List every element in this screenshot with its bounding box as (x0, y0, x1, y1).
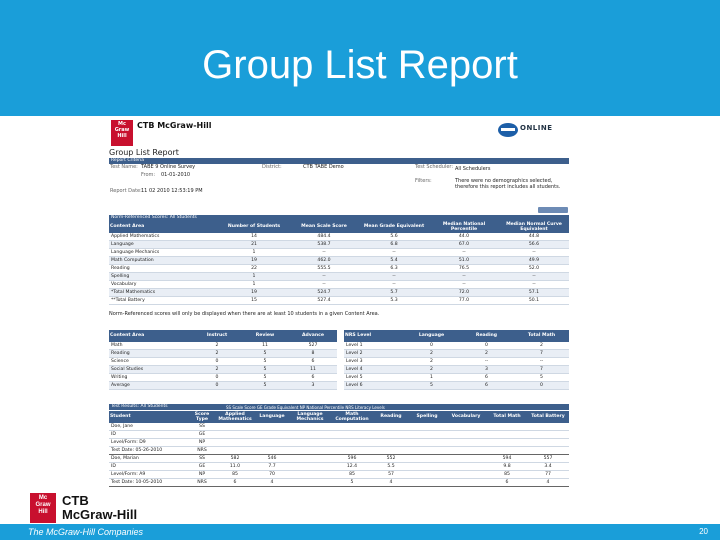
res-cell (289, 463, 331, 471)
res-cell: 85 (487, 471, 527, 479)
norm-cell: 21 (219, 241, 289, 249)
rec-cell: 0 (193, 358, 241, 366)
rec-cell: 5 (241, 358, 289, 366)
online-label: ONLINE (520, 124, 553, 132)
res-cell (331, 423, 373, 431)
norm-cell: 50.1 (499, 297, 569, 305)
nrs-cell: Level 4 (344, 366, 404, 374)
nrs-cell: 3 (459, 366, 514, 374)
res-cell (255, 447, 289, 455)
norm-scores-table (109, 221, 569, 305)
res-cell (409, 471, 445, 479)
norm-cell: -- (499, 281, 569, 289)
rec-cell: 2 (193, 350, 241, 358)
norm-cell: -- (429, 281, 499, 289)
footer-company: The McGraw-Hill Companies (28, 527, 144, 537)
nrs-table-row (344, 382, 569, 390)
res-cell: 85 (331, 471, 373, 479)
title-banner (0, 0, 720, 116)
nrs-table-row (344, 350, 569, 358)
res-cell (373, 423, 409, 431)
norm-column-header: Content Area (109, 221, 219, 233)
norm-table-row (109, 281, 569, 289)
nrs-cell: 5 (514, 374, 569, 382)
report-date-value: 11 02 2010 12:53:19 PM (141, 188, 203, 194)
res-cell: ID (109, 463, 189, 471)
from-value: 01-01-2010 (161, 172, 191, 178)
res-cell: 557 (527, 455, 569, 463)
nrs-cell: Level 6 (344, 382, 404, 390)
res-cell (289, 431, 331, 439)
res-cell (527, 431, 569, 439)
norm-cell: -- (499, 249, 569, 257)
res-column-header: Total Math (487, 411, 527, 423)
res-column-header: Applied Mathematics (215, 411, 255, 423)
rec-cell: 6 (289, 374, 337, 382)
res-cell (527, 447, 569, 455)
res-cell (331, 431, 373, 439)
res-cell (445, 463, 487, 471)
test-name-label: Test Name: (110, 164, 138, 170)
rec-cell: Science (109, 358, 193, 366)
res-column-header: Reading (373, 411, 409, 423)
norm-cell: 57.1 (499, 289, 569, 297)
online-globe-icon (498, 123, 518, 137)
nrs-cell: 1 (404, 374, 459, 382)
brand-line-1: CTB (62, 493, 89, 508)
res-cell: SS (189, 423, 215, 431)
res-cell (445, 447, 487, 455)
res-column-header: Math Computation (331, 411, 373, 423)
rec-column-header: Advance (289, 330, 337, 342)
norm-cell: 524.7 (289, 289, 359, 297)
norm-column-header: Mean Grade Equivalent (359, 221, 429, 233)
res-cell: Doe, Marian (109, 455, 189, 463)
rec-cell: Average (109, 382, 193, 390)
res-cell: GE (189, 431, 215, 439)
slide-title: Group List Report (202, 43, 518, 87)
res-cell: ID (109, 431, 189, 439)
res-cell: Doe, Jane (109, 423, 189, 431)
nrs-table-row (344, 342, 569, 350)
res-cell: 3.4 (527, 463, 569, 471)
norm-cell: 538.7 (289, 241, 359, 249)
res-table-row (109, 479, 569, 487)
rec-cell: 5 (241, 382, 289, 390)
rec-cell: 11 (289, 366, 337, 374)
rec-cell: Social Studies (109, 366, 193, 374)
norm-cell: 51.0 (429, 257, 499, 265)
nrs-cell: 2 (404, 350, 459, 358)
res-cell (289, 471, 331, 479)
report-criteria (109, 164, 569, 202)
norm-note: Norm-Referenced scores will only be displayed when there are at least 10 students in a given Content Area. (109, 311, 380, 317)
norm-cell: 44.0 (429, 233, 499, 241)
res-cell (445, 455, 487, 463)
brand-line-2: McGraw-Hill (62, 507, 138, 522)
res-cell: NRS (189, 447, 215, 455)
district-label: District: (262, 164, 282, 170)
rec-table-row (109, 374, 337, 382)
norm-cell: *Total Mathematics (109, 289, 219, 297)
norm-cell: 5.7 (359, 289, 429, 297)
res-cell (215, 439, 255, 447)
rec-cell: 2 (193, 342, 241, 350)
nrs-cell: 2 (404, 358, 459, 366)
res-table-row (109, 463, 569, 471)
nrs-cell: 7 (514, 366, 569, 374)
norm-cell: -- (429, 249, 499, 257)
res-cell: 5.5 (373, 463, 409, 471)
rec-table-row (109, 382, 337, 390)
export-button[interactable] (538, 207, 568, 213)
norm-cell: Language Mechanics (109, 249, 219, 257)
norm-cell: Vocabulary (109, 281, 219, 289)
nrs-cell: 0 (404, 342, 459, 350)
nrs-column-header: NRS Level (344, 330, 404, 342)
report-brand: CTB McGraw-Hill (137, 121, 212, 130)
nrs-cell: Level 1 (344, 342, 404, 350)
nrs-cell: 6 (459, 374, 514, 382)
res-cell: Level/Form: D9 (109, 439, 189, 447)
res-cell: 6 (215, 479, 255, 487)
norm-cell: -- (289, 249, 359, 257)
norm-table-row (109, 257, 569, 265)
res-column-header: Language Mechanics (289, 411, 331, 423)
nrs-cell: 6 (459, 382, 514, 390)
res-cell (409, 431, 445, 439)
res-table-row (109, 423, 569, 431)
rec-column-header: Review (241, 330, 289, 342)
res-cell (527, 423, 569, 431)
page-number: 20 (699, 527, 708, 536)
norm-cell: -- (289, 273, 359, 281)
from-label: From: (141, 172, 156, 178)
norm-cell: **Total Battery (109, 297, 219, 305)
res-column-header: Spelling (409, 411, 445, 423)
rec-table-row (109, 358, 337, 366)
norm-cell: 5.3 (359, 297, 429, 305)
res-cell: 11.0 (215, 463, 255, 471)
res-cell (215, 423, 255, 431)
res-cell (445, 423, 487, 431)
norm-cell: 15 (219, 297, 289, 305)
mcgraw-hill-brand-logo-icon: Mc Graw Hill (30, 493, 56, 523)
res-cell: NRS (189, 479, 215, 487)
rec-cell: 5 (241, 374, 289, 382)
nrs-column-header: Reading (459, 330, 514, 342)
results-legend: SS Scale Score GE Grade Equivalent NP National Percentile NRS Literacy Levels (226, 405, 385, 410)
res-cell (289, 423, 331, 431)
res-cell: 4 (527, 479, 569, 487)
norm-cell: 462.0 (289, 257, 359, 265)
res-cell: Test Date: 10-05-2010 (109, 479, 189, 487)
nrs-cell: 2 (459, 350, 514, 358)
test-scheduler-value: All Schedulers (455, 166, 491, 172)
res-cell: 596 (331, 455, 373, 463)
nrs-cell: -- (459, 358, 514, 366)
rec-table-row (109, 342, 337, 350)
norm-cell: -- (429, 273, 499, 281)
norm-table-row (109, 233, 569, 241)
res-table-row (109, 455, 569, 463)
res-cell (409, 463, 445, 471)
norm-cell: 19 (219, 257, 289, 265)
res-cell: 7.7 (255, 463, 289, 471)
res-cell: 70 (255, 471, 289, 479)
norm-cell: 44.8 (499, 233, 569, 241)
res-cell (487, 431, 527, 439)
res-cell: 594 (487, 455, 527, 463)
test-results-table (109, 411, 569, 487)
res-cell (445, 439, 487, 447)
res-cell: 57 (373, 471, 409, 479)
norm-cell: -- (499, 273, 569, 281)
nrs-table-row (344, 374, 569, 382)
nrs-cell: 5 (404, 382, 459, 390)
res-cell (409, 455, 445, 463)
norm-cell: -- (359, 281, 429, 289)
res-cell (373, 447, 409, 455)
norm-cell: 1 (219, 281, 289, 289)
rec-cell: 8 (289, 350, 337, 358)
res-cell (409, 439, 445, 447)
res-cell (289, 479, 331, 487)
rec-cell: 5 (241, 350, 289, 358)
rec-cell: Math (109, 342, 193, 350)
report-screenshot (106, 118, 572, 488)
nrs-column-header: Language (404, 330, 459, 342)
nrs-levels-table (344, 330, 569, 390)
brand-text (62, 494, 137, 522)
res-cell: Level/Form: A9 (109, 471, 189, 479)
nrs-column-header: Total Math (514, 330, 569, 342)
norm-cell: -- (289, 281, 359, 289)
rec-cell: 0 (193, 382, 241, 390)
res-cell (445, 471, 487, 479)
res-cell (445, 479, 487, 487)
report-date-label: Report Date: (110, 188, 142, 194)
rec-cell: Writing (109, 374, 193, 382)
res-cell: 5 (331, 479, 373, 487)
res-table-row (109, 447, 569, 455)
norm-scores-bar: Norm-Referenced Scores: All Students (109, 215, 569, 221)
rec-column-header: Instruct (193, 330, 241, 342)
rec-column-header: Content Area (109, 330, 193, 342)
res-cell (527, 439, 569, 447)
norm-table-row (109, 241, 569, 249)
test-results-bar: Test Results: All Students (109, 404, 569, 410)
norm-cell: 19 (219, 289, 289, 297)
res-table-row (109, 471, 569, 479)
nrs-cell: Level 5 (344, 374, 404, 382)
norm-cell: 527.4 (289, 297, 359, 305)
res-cell (409, 447, 445, 455)
norm-cell: 6.8 (359, 241, 429, 249)
res-cell: SS (189, 455, 215, 463)
nrs-cell: 2 (404, 366, 459, 374)
res-cell: NP (189, 471, 215, 479)
norm-cell: Applied Mathematics (109, 233, 219, 241)
res-cell (289, 439, 331, 447)
res-column-header: Vocabulary (445, 411, 487, 423)
test-name-value: TABE 9 Online Survey (141, 164, 196, 170)
nrs-cell: 0 (514, 382, 569, 390)
nrs-cell: 2 (514, 342, 569, 350)
norm-cell: 5.6 (359, 233, 429, 241)
rec-cell: 11 (241, 342, 289, 350)
res-cell (289, 455, 331, 463)
norm-cell: Spelling (109, 273, 219, 281)
mcgraw-hill-logo-icon: Mc Graw Hill (111, 120, 133, 146)
norm-cell: 52.0 (499, 265, 569, 273)
norm-column-header: Median Normal Curve Equivalent (499, 221, 569, 233)
res-column-header: Total Battery (527, 411, 569, 423)
district-value: CTB TABE Demo (303, 164, 344, 170)
rec-table-row (109, 350, 337, 358)
norm-cell: Language (109, 241, 219, 249)
res-cell (487, 439, 527, 447)
norm-table-row (109, 249, 569, 257)
res-cell (445, 431, 487, 439)
res-cell: 582 (215, 455, 255, 463)
norm-cell: -- (359, 249, 429, 257)
rec-cell: 527 (289, 342, 337, 350)
norm-table-row (109, 289, 569, 297)
res-cell: 12.4 (331, 463, 373, 471)
nrs-cell: Level 2 (344, 350, 404, 358)
res-cell: 552 (373, 455, 409, 463)
res-column-header: Student (109, 411, 189, 423)
res-cell: 546 (255, 455, 289, 463)
norm-cell: 6.3 (359, 265, 429, 273)
res-cell: 6 (487, 479, 527, 487)
norm-table-row (109, 265, 569, 273)
norm-cell: 14 (219, 233, 289, 241)
nrs-table-row (344, 358, 569, 366)
res-cell (487, 447, 527, 455)
res-table-row (109, 431, 569, 439)
res-cell: GE (189, 463, 215, 471)
norm-column-header: Median National Percentile (429, 221, 499, 233)
res-cell (331, 447, 373, 455)
res-cell: 4 (255, 479, 289, 487)
test-scheduler-label: Test Scheduler: (415, 164, 454, 170)
norm-cell: 5.4 (359, 257, 429, 265)
res-cell: 4 (373, 479, 409, 487)
norm-cell: 67.0 (429, 241, 499, 249)
norm-cell: Math Computation (109, 257, 219, 265)
nrs-cell: -- (514, 358, 569, 366)
nrs-cell: 7 (514, 350, 569, 358)
criteria-bar: Report Criteria (109, 158, 569, 164)
res-cell: 9.8 (487, 463, 527, 471)
norm-cell: 22 (219, 265, 289, 273)
res-cell (215, 431, 255, 439)
norm-cell: Reading (109, 265, 219, 273)
norm-table-row (109, 297, 569, 305)
filters-value: There were no demographics selected, therefore this report includes all students. (455, 178, 561, 190)
rec-table-row (109, 366, 337, 374)
res-cell (255, 423, 289, 431)
res-cell (215, 447, 255, 455)
norm-cell: -- (359, 273, 429, 281)
report-header (106, 118, 572, 148)
recommendations-table (109, 330, 337, 390)
norm-column-header: Mean Scale Score (289, 221, 359, 233)
norm-cell: 1 (219, 249, 289, 257)
rec-cell: Reading (109, 350, 193, 358)
norm-cell: 76.5 (429, 265, 499, 273)
res-column-header: Score Type (189, 411, 215, 423)
norm-cell: 77.0 (429, 297, 499, 305)
norm-cell: 56.6 (499, 241, 569, 249)
report-title: Group List Report (109, 148, 179, 157)
filters-label: Filters: (415, 178, 432, 184)
norm-cell: 484.4 (289, 233, 359, 241)
res-cell (255, 439, 289, 447)
rec-cell: 6 (289, 358, 337, 366)
norm-cell: 72.0 (429, 289, 499, 297)
norm-table-row (109, 273, 569, 281)
nrs-cell: 0 (459, 342, 514, 350)
rec-cell: 2 (193, 366, 241, 374)
res-cell (255, 431, 289, 439)
res-column-header: Language (255, 411, 289, 423)
res-cell: NP (189, 439, 215, 447)
res-cell (331, 439, 373, 447)
rec-cell: 0 (193, 374, 241, 382)
res-cell (373, 431, 409, 439)
res-cell (289, 447, 331, 455)
nrs-cell: Level 3 (344, 358, 404, 366)
nrs-table-row (344, 366, 569, 374)
res-cell (409, 479, 445, 487)
rec-cell: 5 (241, 366, 289, 374)
res-cell (487, 423, 527, 431)
rec-cell: 3 (289, 382, 337, 390)
norm-column-header: Number of Students (219, 221, 289, 233)
res-cell (373, 439, 409, 447)
norm-cell: 49.9 (499, 257, 569, 265)
res-cell: 85 (215, 471, 255, 479)
res-cell: Test Date: 05-26-2010 (109, 447, 189, 455)
res-table-row (109, 439, 569, 447)
norm-cell: 1 (219, 273, 289, 281)
res-cell: 77 (527, 471, 569, 479)
norm-cell: 555.5 (289, 265, 359, 273)
res-cell (409, 423, 445, 431)
